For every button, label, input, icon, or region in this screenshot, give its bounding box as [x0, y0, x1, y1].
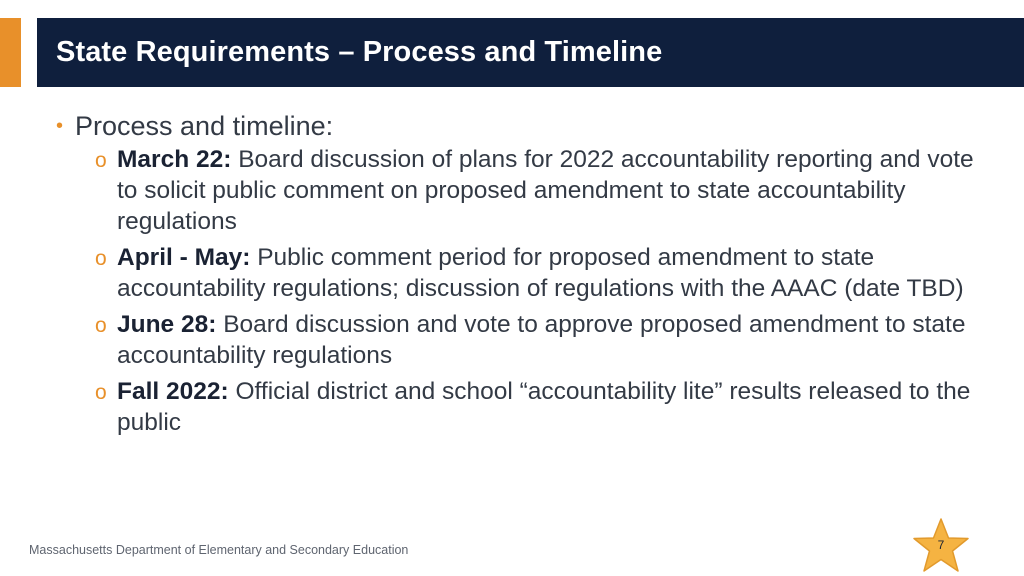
timeline-text: Public comment period for proposed amendment to state accountability regulations; discussion of regulations with the AAAC (date TBD): [117, 244, 964, 302]
main-bullet-text: Process and timeline:: [75, 111, 334, 141]
timeline-item: [95, 376, 986, 438]
timeline-list: [56, 144, 986, 438]
timeline-text: Board discussion and vote to approve proposed amendment to state accountability regulations: [117, 311, 966, 369]
slide-title: State Requirements – Process and Timeline: [56, 36, 663, 68]
circle-bullet-icon: o: [95, 149, 107, 172]
slide-content: [56, 108, 986, 443]
timeline-date: April - May:: [117, 244, 251, 271]
timeline-item: [95, 242, 986, 304]
timeline-text: Official district and school “accountability lite” results released to the public: [117, 378, 971, 436]
footer-text: Massachusetts Department of Elementary and Secondary Education: [29, 543, 409, 557]
accent-bar: [0, 18, 21, 87]
timeline-date: March 22:: [117, 146, 232, 173]
main-bullet: [56, 108, 986, 144]
timeline-item: [95, 309, 986, 371]
circle-bullet-icon: o: [95, 314, 107, 337]
timeline-text: Board discussion of plans for 2022 accountability reporting and vote to solicit public comment on proposed amendment to state accountability regulations: [117, 146, 974, 235]
circle-bullet-icon: o: [95, 381, 107, 404]
circle-bullet-icon: o: [95, 247, 107, 270]
page-number: 7: [937, 538, 945, 552]
timeline-item: [95, 144, 986, 237]
bullet-dot-icon: •: [56, 115, 64, 137]
timeline-date: Fall 2022:: [117, 378, 229, 405]
title-bar: [37, 18, 1024, 87]
timeline-date: June 28:: [117, 311, 217, 338]
